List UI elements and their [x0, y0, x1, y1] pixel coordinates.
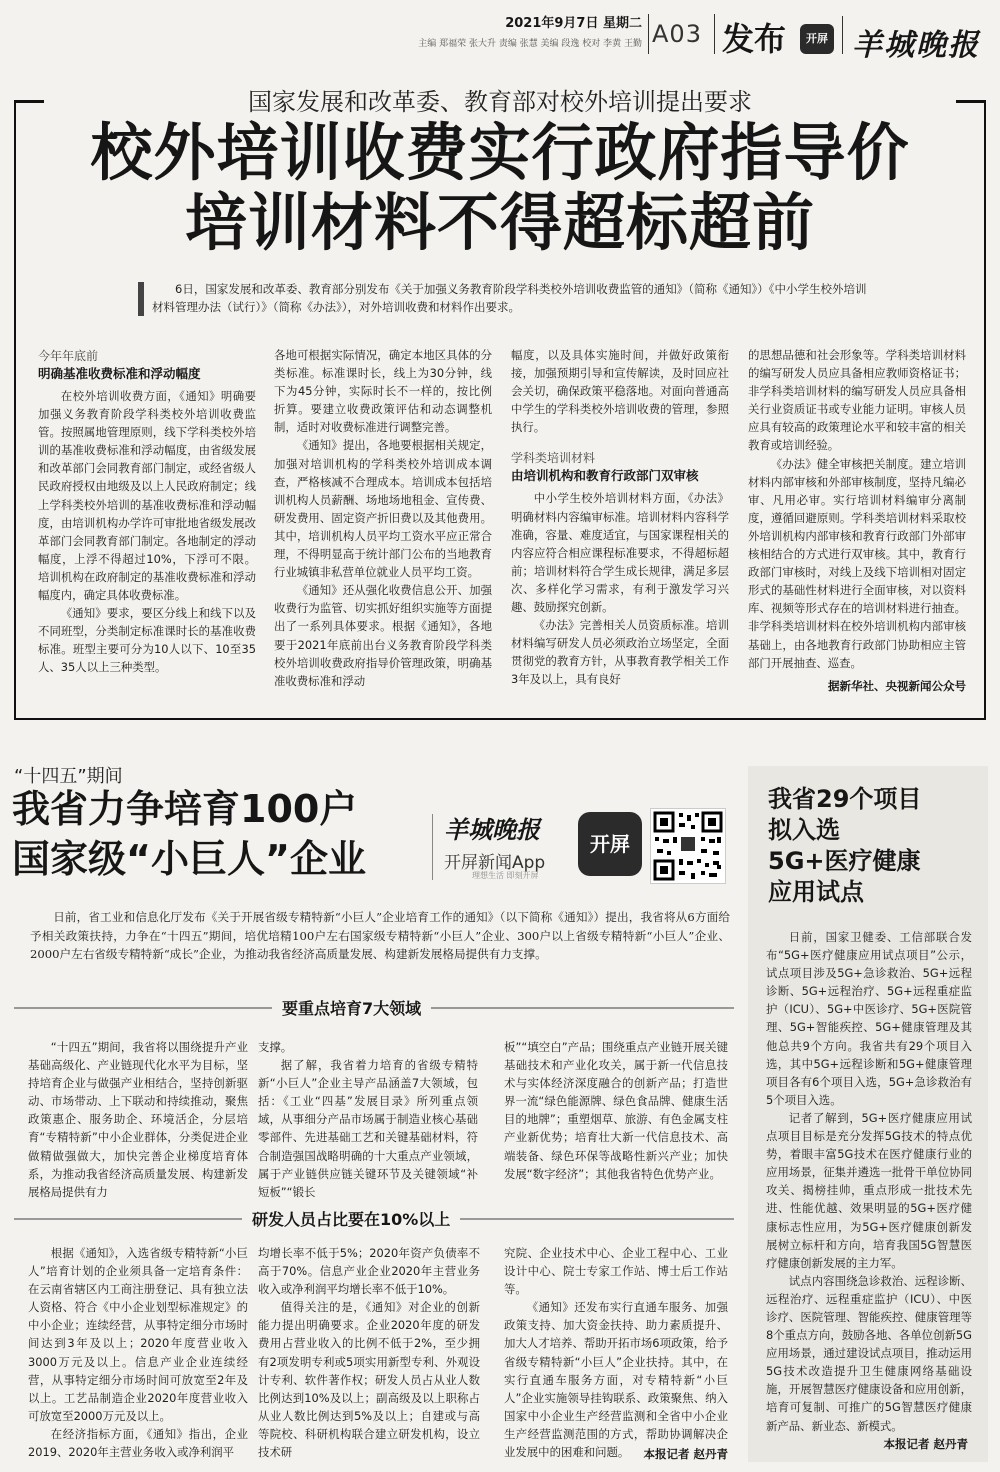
- article2-s1-col1: [28, 1038, 248, 1198]
- article1-col1: [38, 348, 256, 693]
- paragraph: 幅度，以及具体实施时间，并做好政策衔接，加强预期引导和宣传解读，及时回应社会关切，确保政策平稳落地。对面向普通高中学生的学科类校外培训收费的管理，参照执行。: [511, 348, 729, 435]
- paragraph: 在经济指标方面，《通知》指出，企业2019、2020年主营业务收入或净利润平: [28, 1426, 248, 1460]
- paragraph: 日前，国家卫健委、工信部联合发布“5G+医疗健康应用试点项目”公示，试点项目涉及5G+急诊救治、5G+远程诊断、5G+远程治疗、5G+远程重症监护（ICU）、5G+中医诊疗、5G+医院管理、5G+智能疾控、5G+健康管理及其他总共9个方向。我省共有29个项目入选，其中5G+远程诊断和5G+健康管理项目各有6个项目入选，5G+急诊救治有5个项目入选。: [766, 930, 972, 1107]
- paragraph: 的思想品德和社会形象等。学科类培训材料的编写研发人员应具备相应教师资格证书；非学科类培训材料的编写研发人员应具备相关行业资质证书或专业能力证明。审核人员应具有较高的政策理论水平和较丰富的相关教育或培训经验。: [748, 348, 966, 453]
- subheading-bold: 明确基准收费标准和浮动幅度: [38, 366, 201, 381]
- divider: [842, 16, 843, 54]
- headline-line: 应用试点: [768, 878, 864, 906]
- sidebar-headline: [768, 784, 980, 908]
- app-promo: [432, 808, 738, 884]
- section-title: 要重点培育7大领域: [272, 996, 431, 1019]
- paragraph: 究院、企业技术中心、企业工程中心、工业设计中心、院士专家工作站、博士后工作站等。: [504, 1246, 728, 1297]
- kaiping-icon: 开屏: [800, 24, 834, 54]
- article2-s1-col3: [504, 1038, 728, 1198]
- promo-app-name: 开屏新闻App: [444, 853, 546, 873]
- paragraph: 《通知》还从强化收费信息公开、加强收费行为监管、切实抓好组织实施等方面提出了一系列具体要求。根据《通知》，各地要于2021年底前出台义务教育阶段学科类校外培训收费政府指导价管理政策，明确基准收费标准和浮动: [274, 583, 492, 688]
- paragraph: 记者了解到，5G+医疗健康应用试点项目目标是充分发挥5G技术的特点优势，着眼丰富5G技术在医疗健康行业的应用场景，征集并遴选一批骨干单位协同攻关、揭榜挂帅，重点形成一批技术先进、性能优越、效果明显的5G+医疗健康标志性应用，为5G+医疗健康创新发展树立标杆和方向，培育我国5G智慧医疗健康创新发展的主力军。: [766, 1110, 972, 1270]
- article1-col1-text: [38, 387, 256, 677]
- paragraph: 《通知》提出，各地要根据相关规定，加强对培训机构的学科类校外培训成本调查，严格核减不合理成本。培训成本包括培训机构人员薪酬、场地场地租金、宣传费、研发费用、固定资产折旧费以及其他费用。其中，培训机构人员平均工资水平应正常合理，不得明显高于统计部门公布的当地教育行业城镇非私营单位就业人员平均工资。: [274, 438, 492, 580]
- article2-headline-line2: 国家级“小巨人”企业: [12, 837, 366, 881]
- divider: [714, 14, 715, 54]
- sidebar-byline: 本报记者 赵丹青: [883, 1437, 968, 1451]
- qr-code-icon: [650, 808, 726, 884]
- paragraph: 支撑。: [258, 1040, 293, 1054]
- article2-s2-col1: [28, 1244, 248, 1460]
- article1-col4: [748, 346, 966, 676]
- headline-line: 5G+医疗健康: [768, 847, 921, 875]
- article2-byline: 本报记者 赵丹青: [643, 1447, 728, 1461]
- paragraph: 《通知》要求，要区分线上和线下以及不同班型，分类制定标准课时长的基准收费标准。班型主要可分为10人以下、10至35人、35人以上三种类型。: [38, 606, 256, 675]
- article1-kicker: 国家发展和改革委、教育部对校外培训提出要求: [248, 88, 752, 116]
- article2-lead: 日前，省工业和信息化厅发布《关于开展省级专精特新“小巨人”企业培育工作的通知》（以下简称《通知》）提出，我省将从6方面给予相关政策扶持，力争在“十四五”期间，培优培精100户左右国家级专精特新“小巨人”企业、300户以上省级专精特新“小巨人”企业、2000户左右省级专精特新“成长”企业，为推动我省经济高质量发展、构建新发展格局提供有力支撑。: [30, 910, 730, 961]
- article1-col3: [511, 346, 729, 696]
- divider: [432, 814, 433, 880]
- section-title: 研发人员占比要在10%以上: [242, 1207, 460, 1230]
- subheading-small: 学科类培训材料: [511, 451, 596, 466]
- paragraph: 中小学生校外培训材料方面，《办法》明确材料内容编审标准。培训材料内容科学准确，容量、难度适宜，与国家课程相关的内容应符合相应课程标准要求，不得超标超前；培训材料符合学生成长规律，满足多层次、多样化学习需求，有利于激发学习兴趣、鼓励探究创新。: [511, 491, 729, 615]
- paragraph: 板”“填空白”产品；围绕重点产业链开展关键基础技术和产业化攻关，属于新一代信息技术与实体经济深度融合的创新产品；打造世界一流“绿色能源牌、绿色食品牌、健康生活目的地牌”；重塑烟草、旅游、有色金属支柱产业新优势；培育壮大新一代信息技术、高端装备、绿色环保等战略性新兴产业；加快发展“数字经济”；其他我省特色优势产业。: [504, 1040, 728, 1181]
- paragraph: 各地可根据实际情况，确定本地区具体的分类标准。标准课时长，线上为30分钟，线下为45分钟，实际时长不一样的，按比例折算。要建立收费政策评估和动态调整机制，适时对收费标准进行调整完善。: [274, 348, 492, 435]
- subheading-small: 今年年底前: [38, 349, 99, 363]
- subheading-bold: 由培训机构和教育行政部门双审核: [511, 468, 699, 484]
- section-name: 发布: [722, 20, 787, 58]
- paragraph: 根据《通知》，入选省级专精特新“小巨人”培育计划的企业须具备一定培育条件：在云南省辖区内工商注册登记、具有独立法人资格、符合《中小企业划型标准规定》的中小企业；连续经营，从事特定细分市场时间达到3年及以上；2020年度营业收入3000万元及以上。信息产业企业连续经营，从事特定细分市场时间可放宽至2年及以上。工艺品制造企业2020年度营业收入可放宽至2000万元及以上。: [28, 1246, 248, 1423]
- article1-source: 据新华社、央视新闻公众号: [828, 679, 966, 693]
- masthead: [0, 0, 1000, 70]
- article1-headline-line1: 校外培训收费实行政府指导价: [90, 116, 910, 189]
- headline-line: 我省29个项目: [768, 785, 922, 813]
- article2-s1-col2: [258, 1038, 478, 1198]
- headline-line: 拟入选: [768, 816, 840, 844]
- paragraph: 值得关注的是，《通知》对企业的创新能力提出明确要求。企业2020年度的研发费用占营业收入的比例不低于2%，至少拥有2项发明专利或5项实用新型专利、外观设计专利、软件著作权；研发人员占从业人数比例达到10%及以上；副高级及以上职称占从业人数比例达到5%及以上；自建或与高等院校、科研机构联合建立研发机构，设立技术研: [258, 1300, 480, 1460]
- paragraph: 《办法》健全审核把关制度。建立培训材料内部审核和外部审核制度，坚持凡编必审、凡用必审。实行培训材料编审分离制度，遵循回避原则。学科类培训材料采取校外培训机构内部审核和教育行政部门外部审核相结合的方式进行双审核。其中，教育行政部门审核时，对线上及线下培训相对固定形式的基础性材料进行全面审核，对以资料库、视频等形式存在的培训材料进行抽查。非学科类培训材料在校外培训机构内部审核基础上，由各地教育行政部门协助相应主管部门开展抽查、巡查。: [748, 456, 966, 670]
- page-number: A03: [652, 20, 702, 48]
- article2-s2-col2: [258, 1244, 480, 1460]
- article2-kicker: “十四五”期间: [14, 766, 123, 787]
- paragraph: 试点内容围绕急诊救治、远程诊断、远程治疗、远程重症监护（ICU）、中医诊疗、医院管理、智能疾控、健康管理等8个重点方向，鼓励各地、各单位创新5G应用场景，通过建设试点项目，推动运用5G技术改造提升卫生健康网络基础设施，开展智慧医疗健康设备和应用创新，培育可复制、可推广的5G智慧医疗健康新产品、新业态、新模式。: [766, 1273, 972, 1433]
- page-editors: 主编 郑福荣 张大升 责编 张慧 美编 段逸 校对 李黄 王勤: [418, 39, 642, 49]
- brand-logo: 羊城晚报: [852, 28, 980, 63]
- page-date: 2021年9月7日 星期二: [505, 16, 642, 31]
- promo-slogan: 理想生活 即刻开屏: [472, 871, 539, 880]
- paragraph: 在校外培训收费方面，《通知》明确要加强义务教育阶段学科类校外培训收费监管。按照属地管理原则，线下学科类校外培训的基准收费标准和浮动幅度，由省级发展和改革部门会同教育部门制定，或经省级人民政府授权由地级及以上人民政府制定；线上学科类校外培训的基准收费标准和浮动幅度，由培训机构办学许可审批地省级发展改革部门会同教育部门制定。各地制定的浮动幅度，上浮不得超过10%，下浮可不限。培训机构在政府制定的基准收费标准和浮动幅度内，确定具体收费标准。: [38, 389, 256, 603]
- paragraph: 均增长率不低于5%；2020年资产负债率不高于70%。信息产业企业2020年主营业务收入或净利润平均增长率不低于10%。: [258, 1246, 480, 1297]
- article1-lead: 6日，国家发展和改革委、教育部分别发布《关于加强义务教育阶段学科类校外培训收费监管的通知》（简称《通知》）《中小学生校外培训材料管理办法（试行）》（简称《办法》），对外培训收费和材料作出要求。: [152, 282, 867, 314]
- lead-bar: [138, 282, 144, 316]
- paragraph: “十四五”期间，我省将以围绕提升产业基础高级化、产业链现代化水平为目标，坚持培育企业与做强产业相结合，坚持创新驱动、市场带动、上下联动和持续推动，聚焦政策惠企、服务助企、环境活企，分层培育“专精特新”中小企业群体，分类促进企业做精做强做大，加快完善企业梯度培育体系，为推动我省经济高质量发展、构建新发展格局提供有力: [28, 1040, 248, 1199]
- kaiping-icon: 开屏: [578, 812, 642, 876]
- divider: [648, 14, 649, 54]
- paragraph: 《通知》还发布实行直通车服务、加强政策支持、加大资金扶持、助力素质提升、加大人才培养、帮助开拓市场6项政策，给予省级专精特新“小巨人”企业扶持。其中，在实行直通车服务方面，对专精特新“小巨人”企业实施领导挂钩联系、政策聚焦、纳入国家中小企业生产经营监测和全省中小企业生产经营监测范围的方式，帮助协调解决企业发展中的困难和问题。: [504, 1300, 728, 1460]
- sidebar-body: [766, 928, 972, 1442]
- article2-headline-line1: 我省力争培育100户: [12, 787, 358, 831]
- paragraph: 据了解，我省着力培育的省级专精特新“小巨人”企业主导产品涵盖7大领域，包括：《工业“四基”发展目录》所列重点领域，从事细分产品市场属于制造业核心基础零部件、先进基础工艺和关键基础材料，符合制造强国战略明确的十大重点产业领域，属于产业链供应链关键环节及关键领域“补短板”“锻长: [258, 1058, 478, 1199]
- paragraph: 《办法》完善相关人员资质标准。培训材料编写研发人员必须政治立场坚定，全面贯彻党的教育方针，从事教育教学相关工作3年及以上，具有良好: [511, 618, 729, 687]
- promo-brand-logo: 羊城晚报: [444, 815, 540, 844]
- article1-headline-line2: 培训材料不得超标超前: [184, 186, 815, 259]
- article1-col2: [274, 346, 492, 696]
